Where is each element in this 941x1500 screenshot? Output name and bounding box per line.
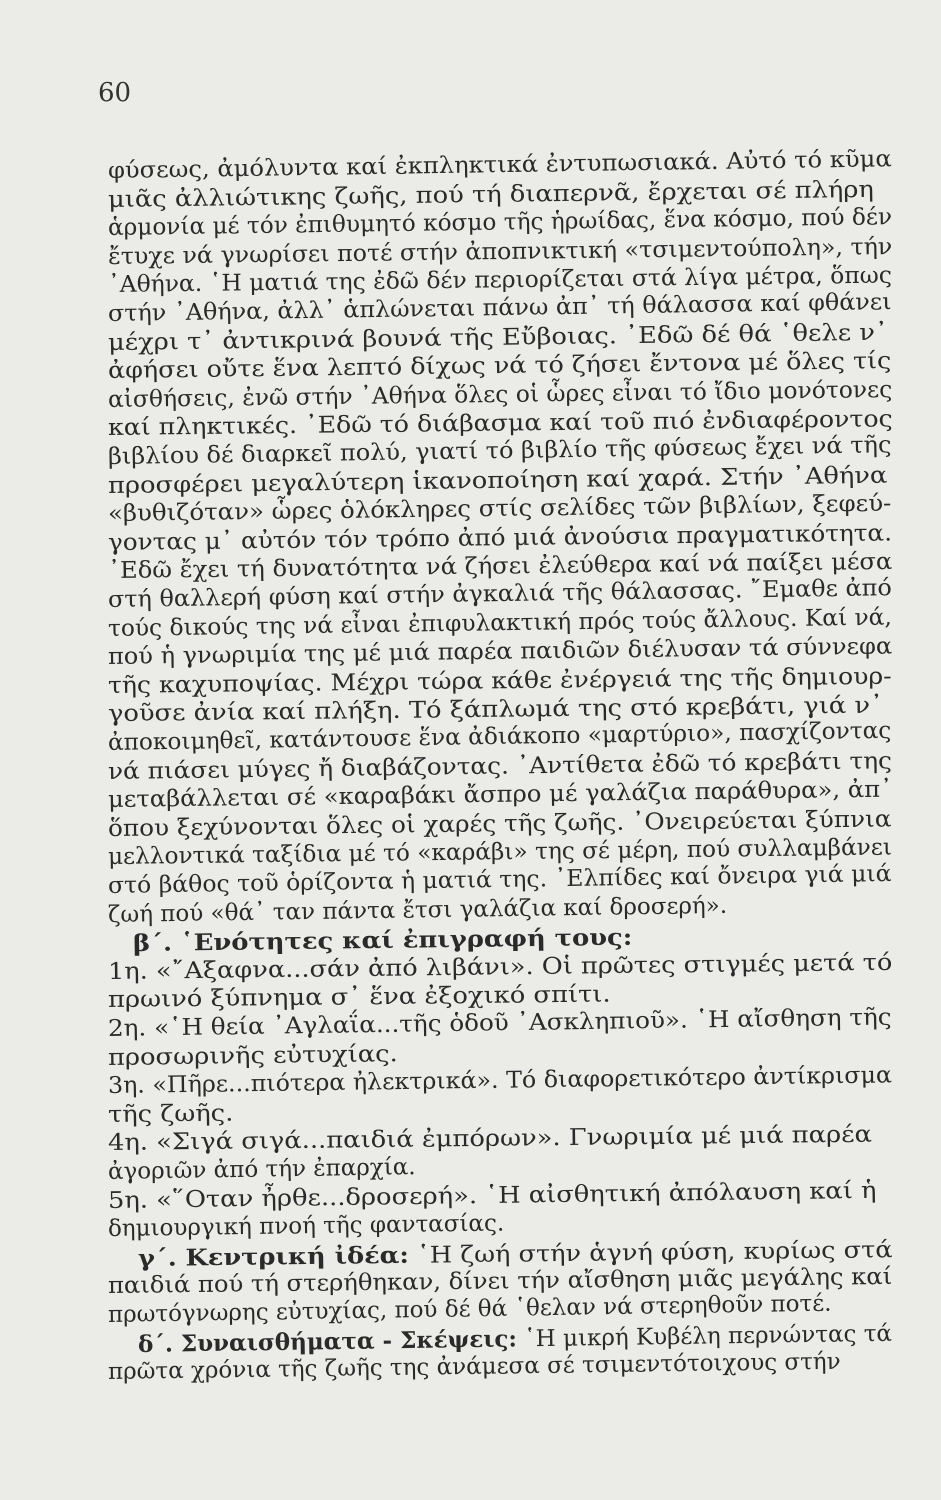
- text-line: ζωή πού «θά᾿ ταν πάντα ἔτσι γαλάζια καί δροσερή».: [107, 892, 728, 928]
- section-heading: δ΄. Συναισθήματα - Σκέψεις:: [137, 1324, 518, 1358]
- text-line: ᾿Αθήνα. ῾Η ματιά της ἐδῶ δέν περιορίζεται στά λίγα μέτρα, ὅπως: [107, 262, 893, 299]
- text-line: 3η. «Πῆρε...πιότερα ἠλεκτρικά». Τό διαφορετικότερο ἀντίκρισμα: [107, 1062, 893, 1100]
- text-line: ἁρμονία μέ τόν ἐπιθυμητό κόσμο τῆς ἡρωίδας, ἕνα κόσμο, πού δέν: [107, 204, 893, 242]
- text-line: «βυθιζόταν» ὧρες ὁλόκληρες στίς σελίδες τῶν βιβλίων, ξεφεύ-: [107, 490, 892, 528]
- text-line: ἀγοριῶν ἀπό τήν ἐπαρχία.: [107, 1154, 416, 1185]
- text-line: τούς δικούς της νά εἶναι ἐπιφυλακτική πρός τούς ἄλλους. Καί νά,: [107, 604, 893, 642]
- text-line: στό βάθος τοῦ ὁρίζοντα ἡ ματιά της. ᾿Ελπίδες καί ὄνειρα γιά μιά: [107, 860, 892, 899]
- text-line: ἀφήσει οὔτε ἕνα λεπτό δίχως νά τό ζήσει ἔντονα μέ ὅλες τίς: [107, 348, 892, 385]
- text-line: μελλοντικά ταξίδια μέ τό «καράβι» της σέ μέρη, πού συλλαμβάνει: [107, 834, 893, 871]
- text-line: τῆς ζωῆς.: [107, 1100, 234, 1128]
- text-line: πού ἡ γνωριμία της μέ μιά παρέα παιδιῶν διέλυσαν τά σύννεφα: [107, 633, 893, 671]
- text-line: 1η. «῎Αξαφνα...σάν ἀπό λιβάνι». Οἱ πρῶτες στιγμές μετά τό: [107, 949, 893, 985]
- section-heading: γ΄. Κεντρική ἰδέα:: [137, 1241, 410, 1272]
- text-line: ὅπου ξεχύνονται ὅλες οἱ χαρές τῆς ζωῆς. ᾿Ονειρεύεται ξύπνια: [107, 806, 892, 842]
- text-line: 5η. «῞Οταν ἦρθε...δροσερή». ῾Η αἰσθητική ἀπόλαυση καί ἡ: [107, 1177, 877, 1214]
- text-line: ᾿Εδῶ ἔχει τή δυνατότητα νά ζήσει ἐλεύθερα καί νά παίξει μέσα: [107, 549, 893, 585]
- page-number: 60: [98, 78, 132, 108]
- text-line: πρωινό ξύπνημα σ᾿ ἕνα ἐξοχικό σπίτι.: [107, 981, 611, 1014]
- text-line: δημιουργική πνοή τῆς φαντασίας.: [107, 1210, 505, 1243]
- text-line: νά πιάσει μύγες ἤ διαβάζοντας. ᾿Αντίθετα ἐδῶ τό κρεβάτι της: [107, 747, 893, 785]
- text-line: προσωρινῆς εὐτυχίας.: [107, 1040, 398, 1071]
- text-line: στήν ᾿Αθήνα, ἀλλ᾿ ἁπλώνεται πάνω ἀπ᾿ τή θάλασσα καί φθάνει: [107, 289, 892, 327]
- text-line: μεταβάλλεται σέ «καραβάκι ἄσπρο μέ γαλάζια παράθυρα», ἀπ᾿: [107, 776, 893, 814]
- text-line: γοῦσε ἀνία καί πλήξη. Τό ξάπλωμά της στό κρεβάτι, γιά ν᾿: [107, 692, 884, 728]
- section-heading: β΄. ῾Ενότητες καί ἐπιγραφή τους:: [132, 923, 633, 958]
- text-line: μιᾶς ἀλλιώτικης ζωῆς, πού τή διαπερνᾶ, ἔρχεται σέ πλήρη: [107, 176, 875, 213]
- text-line: πρῶτα χρόνια τῆς ζωῆς της ἀνάμεσα σέ τσιμεντότοιχους στήν: [107, 1348, 841, 1386]
- text-line: 4η. «Σιγά σιγά...παιδιά ἐμπόρων». Γνωριμία μέ μιά παρέα: [107, 1122, 873, 1157]
- text-line: ἀποκοιμηθεῖ, κατάντουσε ἕνα ἀδιάκοπο «μαρτύριο», πασχίζοντας: [107, 717, 892, 756]
- text-line: τῆς καχυποψίας. Μέχρι τώρα κάθε ἐνέργειά της τῆς δημιουρ-: [107, 663, 892, 699]
- text-line: ἔτυχε νά γνωρίσει ποτέ στήν ἀποπνικτική «τσιμεντούπολη», τήν: [107, 233, 893, 270]
- text-line: μέχρι τ᾿ ἀντικρινά βουνά τῆς Εὔβοιας. ᾿Εδῶ δέ θά ῾θελε ν᾿: [107, 319, 888, 356]
- text-line: γοντας μ᾿ αὐτόν τόν τρόπο ἀπό μιά ἀνούσια πραγματικότητα.: [107, 520, 893, 556]
- text-line: προσφέρει μεγαλύτερη ἱκανοποίηση καί χαρά. Στήν ᾿Αθήνα: [107, 462, 888, 499]
- text-line: καί πληκτικές. ᾿Εδῶ τό διάβασμα καί τοῦ πιό ἐνδιαφέροντος: [107, 406, 893, 442]
- text-line: παιδιά πού τή στερήθηκαν, δίνει τήν αἴσθηση μιᾶς μεγάλης καί: [107, 1264, 893, 1300]
- text-line: πρωτόγνωρης εὐτυχίας, πού δέ θά ῾θελαν νά στερηθοῦν ποτέ.: [107, 1290, 832, 1328]
- text-line: δ΄. Συναισθήματα - Σκέψεις: ῾Η μικρή Κυβέλη περνώντας τά: [137, 1320, 893, 1358]
- text-line: 2η. «῾Η θεία ᾿Αγλαΐα...τῆς ὁδοῦ ᾿Ασκληπιοῦ». ῾Η αἴσθηση τῆς: [107, 1004, 892, 1042]
- text-line: φύσεως, ἀμόλυντα καί ἐκπληκτικά ἐντυπωσιακά. Αὐτό τό κῦμα: [107, 146, 892, 184]
- text-line: στή θαλλερή φύση καί στήν ἀγκαλιά τῆς θάλασσας. ῎Εμαθε ἀπό: [107, 575, 893, 613]
- text-line: βιβλίου δέ διαρκεῖ πολύ, γιατί τό βιβλίο τῆς φύσεως ἔχει νά τῆς: [107, 432, 892, 470]
- text-line: γ΄. Κεντρική ἰδέα: ῾Η ζωή στήν ἁγνή φύση, κυρίως στά: [137, 1236, 893, 1272]
- text-line: αἰσθήσεις, ἐνῶ στήν ᾿Αθήνα ὅλες οἱ ὧρες εἶναι τό ἴδιο μονότονες: [107, 376, 893, 413]
